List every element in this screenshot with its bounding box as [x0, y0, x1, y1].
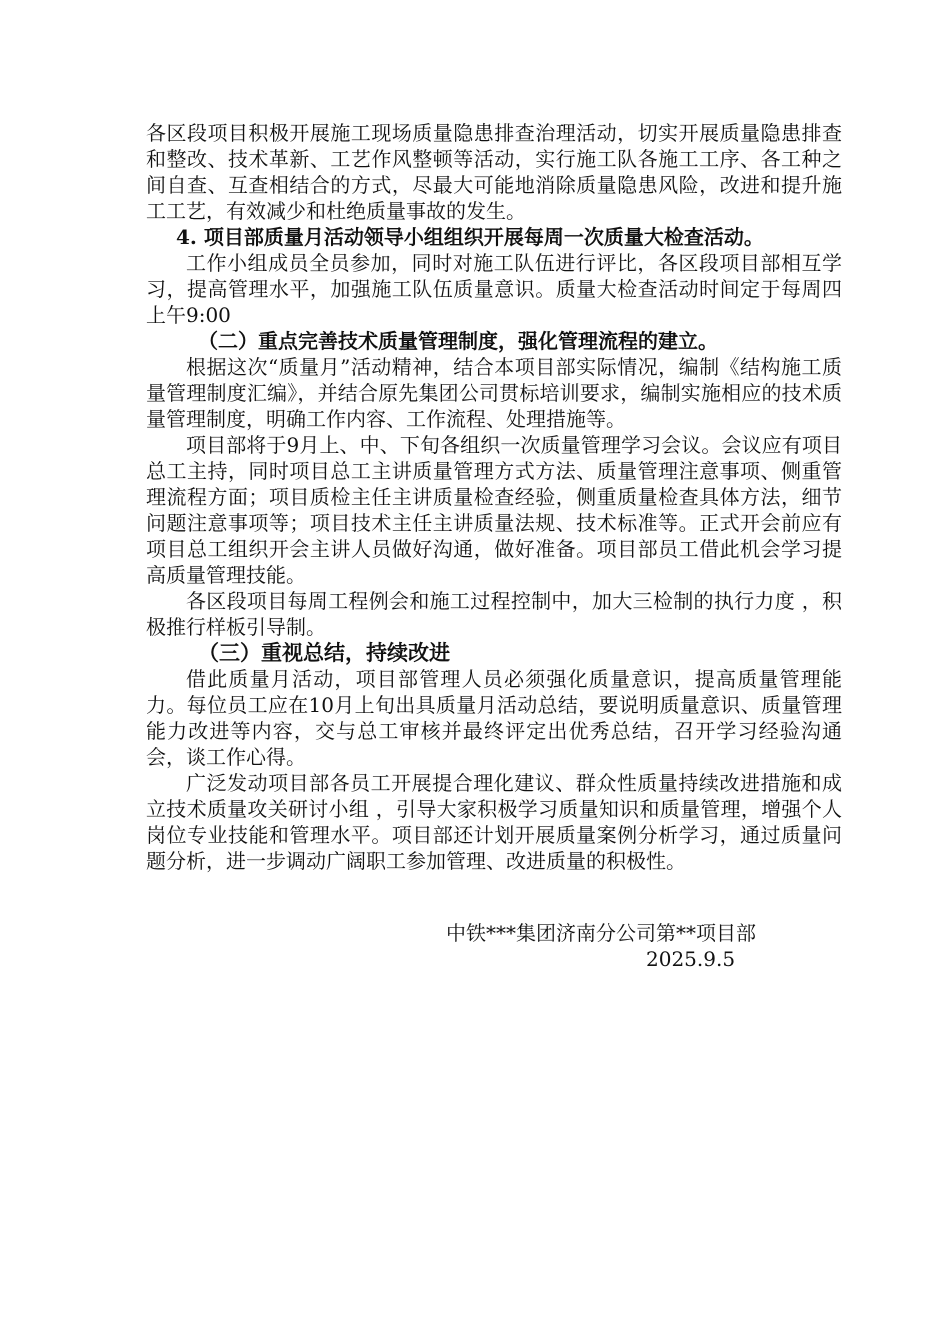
paragraph-summary: 借此质量月活动，项目部管理人员必须强化质量意识，提高质量管理能力。每位员工应在10月上旬出具质量月活动总结，要说明质量意识、质量管理能力改进等内容，交与总工审核并最终评定出优秀总结，召开学习经验沟通会，谈工作心得。: [146, 667, 842, 769]
signature-date: 2025.9.5: [646, 947, 736, 971]
paragraph-three-checks: 各区段项目每周工程例会和施工过程控制中，加大三检制的执行力度 ，积极推行样板引导制。: [146, 589, 842, 639]
paragraph-hazard-inspection: 各区段项目积极开展施工现场质量隐患排查治理活动，切实开展质量隐患排查和整改、技术革新、工艺作风整顿等活动，实行施工队各施工工序、各工种之间自查、互查相结合的方式，尽最大可能地消除质量隐患风险，改进和提升施工工艺，有效减少和杜绝质量事故的发生。: [146, 121, 842, 223]
document-body: [146, 120, 842, 874]
paragraph-improvement: 广泛发动项目部各员工开展提合理化建议、群众性质量持续改进措施和成立技术质量攻关研讨小组 ，引导大家积极学习质量知识和质量管理，增强个人岗位专业技能和管理水平。项目部还计划开展质量案例分析学习，通过质量问题分析，进一步调动广阔职工参加管理、改进质量的积极性。: [146, 771, 842, 873]
paragraph-quality-month-spirit: 根据这次“质量月”活动精神，结合本项目部实际情况，编制《结构施工质量管理制度汇编》，并结合原先集团公司贯标培训要求，编制实施相应的技术质量管理制度，明确工作内容、工作流程、处理措施等。: [146, 355, 842, 431]
signature-organization: 中铁***集团济南分公司第**项目部: [446, 921, 756, 945]
paragraph-working-group: 工作小组成员全员参加，同时对施工队伍进行评比，各区段项目部相互学习，提高管理水平，加强施工队伍质量意识。质量大检查活动时间定于每周四上午9:00: [146, 251, 842, 327]
section-heading-3: （三）重视总结，持续改进: [198, 640, 450, 665]
paragraph-study-meetings: 项目部将于9月上、中、下旬各组织一次质量管理学习会议。会议应有项目总工主持，同时项目总工主讲质量管理方式方法、质量管理注意事项、侧重管理流程方面；项目质检主任主讲质量检查经验，侧重质量检查具体方法，细节问题注意事项等；项目技术主任主讲质量法规、技术标准等。正式开会前应有项目总工组织开会主讲人员做好沟通，做好准备。项目部员工借此机会学习提高质量管理技能。: [146, 433, 842, 587]
heading-weekly-inspection: 4. 项目部质量月活动领导小组组织开展每周一次质量大检查活动。: [176, 225, 764, 249]
signature-block: [446, 920, 846, 972]
section-heading-2: （二）重点完善技术质量管理制度，强化管理流程的建立。: [198, 329, 718, 353]
